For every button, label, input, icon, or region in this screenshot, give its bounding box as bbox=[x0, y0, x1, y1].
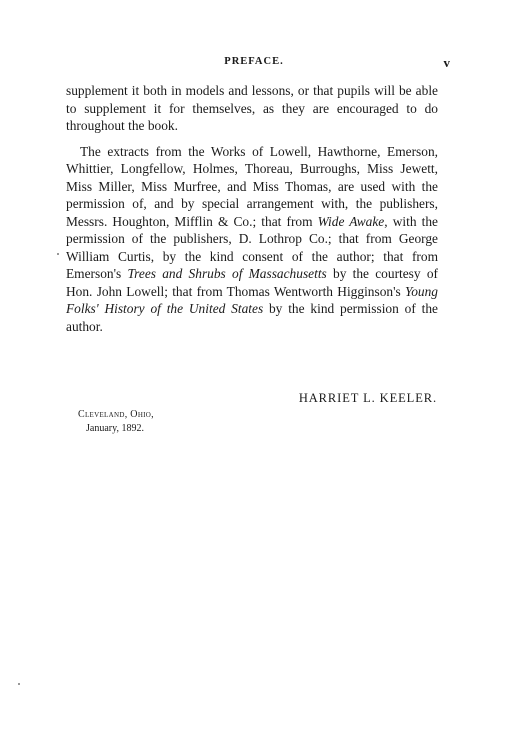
page-number: v bbox=[443, 55, 450, 70]
running-head-title: PREFACE. bbox=[224, 56, 284, 67]
body-text bbox=[66, 82, 438, 335]
dateline-place: Cleveland, Ohio, bbox=[78, 409, 154, 420]
paragraph-2-text-3: by the courtesy of Hon. John Lowell; that from Thomas Wentworth Higginson's bbox=[66, 266, 438, 299]
paper-speck bbox=[57, 253, 59, 255]
title-young-folks-history: Young Folks' History of the United States bbox=[66, 283, 438, 316]
paragraph-1: supplement it both in models and lessons, or that pupils will be able to supplement it for themselves, as they are encouraged to do throughout the book. bbox=[66, 83, 438, 133]
paragraph-2 bbox=[66, 143, 438, 336]
title-trees-and-shrubs: Trees and Shrubs of Massachusetts bbox=[127, 266, 327, 281]
paragraph-2-text-4: by the kind permission of the author. bbox=[66, 301, 438, 334]
running-head bbox=[66, 55, 450, 72]
paper-speck bbox=[18, 683, 20, 685]
author-signature: HARRIET L. KEELER. bbox=[298, 391, 437, 405]
paragraph-2-text-2: , with the permission of the publishers, D. Lothrop Co.; that from George William Curtis, by the kind consent of the author; that from Emerson's bbox=[66, 213, 438, 281]
dateline-date: January, 1892. bbox=[86, 423, 144, 434]
title-wide-awake: Wide Awake bbox=[317, 213, 385, 229]
paragraph-2-text-1: The extracts from the Works of Lowell, Hawthorne, Emerson, Whittier, Longfellow, Holmes, Thoreau, Burroughs, Miss Jewett, Miss Miller, Miss Murfree, and Miss Thomas, are used with the permission of, and by special arrangement with, the publishers, Messrs. Houghton, Mifflin & Co.; that from bbox=[66, 143, 438, 229]
dateline bbox=[78, 408, 154, 436]
